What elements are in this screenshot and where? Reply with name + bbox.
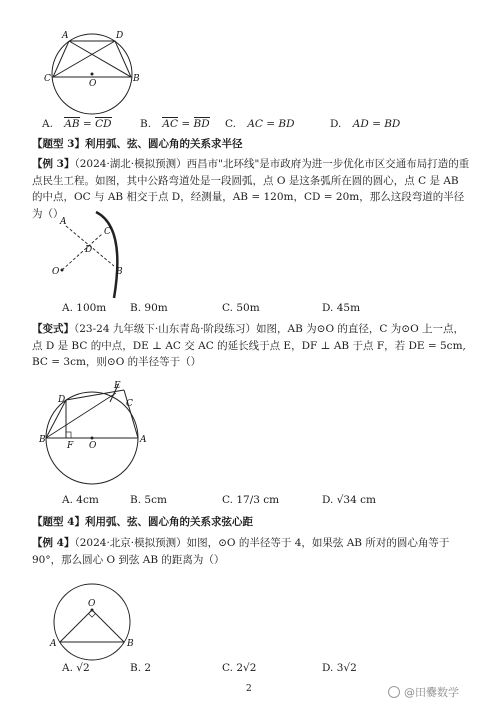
- fig4-label-O: O: [88, 599, 96, 609]
- type4-heading: 【题型 4】利用弧、弦、圆心角的关系求弦心距: [32, 516, 253, 528]
- var-option-a: A. 4cm: [62, 494, 99, 506]
- ex3-option-c: C. 50m: [222, 302, 260, 314]
- fig3-label-C: C: [126, 399, 133, 409]
- prev-option-d: D. AD = BD: [330, 118, 401, 130]
- figure-circle-chord: [40, 582, 150, 662]
- figure-arc-road: [40, 212, 150, 304]
- var-option-d: D. √34 cm: [322, 494, 376, 506]
- fig1-label-C: C: [44, 74, 51, 84]
- fig3-label-B: B: [39, 435, 46, 445]
- page-number: 2: [246, 684, 252, 694]
- fig3-label-F: F: [67, 441, 74, 451]
- example3-text: 【例 3】（2024·湖北·模拟预测）西昌市"北环线"是市政府为进一步优化市区交通布局打造的重点民生工程。如图，其中公路弯道处是一段圆弧，点 O 是这条弧所在圆的圆心，点 C 是 AB 的中点，OC 与 AB 相交于点 D，经测量，AB = 120m，CD = 20m，那么这段弯道的半径为（）: [32, 158, 470, 220]
- watermark: @田爨数学: [388, 684, 459, 700]
- watermark-logo-icon: [388, 686, 400, 698]
- ex4-option-a: A. √2: [62, 662, 90, 674]
- type3-heading: 【题型 3】利用弧、弦、圆心角的关系求半径: [32, 138, 243, 150]
- example4-text: 【例 4】（2024·北京·模拟预测）如图，⊙O 的半径等于 4，如果弦 AB 所对的圆心角等于 90°，那么圆心 O 到弦 AB 的距离为（）: [32, 537, 450, 566]
- fig3-label-A: A: [140, 435, 147, 445]
- var-option-c: C. 17/3 cm: [222, 494, 280, 506]
- fig2-label-C: C: [104, 227, 111, 237]
- prev-option-b: B. AC = BD: [140, 118, 210, 130]
- fig3-label-E: E: [114, 381, 121, 391]
- ex4-option-c: C. 2√2: [222, 662, 257, 674]
- prev-option-c: C. AC = BD: [225, 118, 295, 130]
- fig4-label-B: B: [127, 639, 134, 649]
- var-option-b: B. 5cm: [130, 494, 167, 506]
- fig1-label-A: A: [62, 31, 69, 41]
- variant-text: 【变式】（23-24 九年级下·山东青岛·阶段练习）如图，AB 为⊙O 的直径，C 为⊙O 上一点，点 D 是 BC 的中点，DE ⊥ AC 交 AC 的延长线于点 E，DF ⊥ AB 于点 F，若 DE = 5cm, BC = 3cm，则⊙O 的半径等于（）: [32, 323, 466, 368]
- ex4-option-b: B. 2: [130, 662, 152, 674]
- ex3-option-d: D. 45m: [322, 302, 361, 314]
- fig3-label-O: O: [89, 441, 97, 451]
- fig1-label-O: O: [89, 79, 97, 89]
- fig2-label-D: D: [85, 245, 93, 255]
- fig4-label-A: A: [50, 639, 57, 649]
- fig2-label-A: A: [60, 217, 67, 227]
- fig2-label-O: O: [52, 267, 60, 277]
- ex3-option-b: B. 90m: [130, 302, 168, 314]
- ex4-option-d: D. 3√2: [322, 662, 357, 674]
- fig2-label-B: B: [116, 267, 123, 277]
- figure-circle-diameter: [40, 380, 150, 498]
- fig3-label-D: D: [58, 395, 66, 405]
- ex3-option-a: A. 100m: [62, 302, 107, 314]
- fig1-label-D: D: [116, 31, 124, 41]
- fig1-label-B: B: [133, 74, 140, 84]
- figure-circle-quadrilateral: [40, 28, 150, 118]
- prev-option-a: A. AB = CD: [42, 118, 112, 130]
